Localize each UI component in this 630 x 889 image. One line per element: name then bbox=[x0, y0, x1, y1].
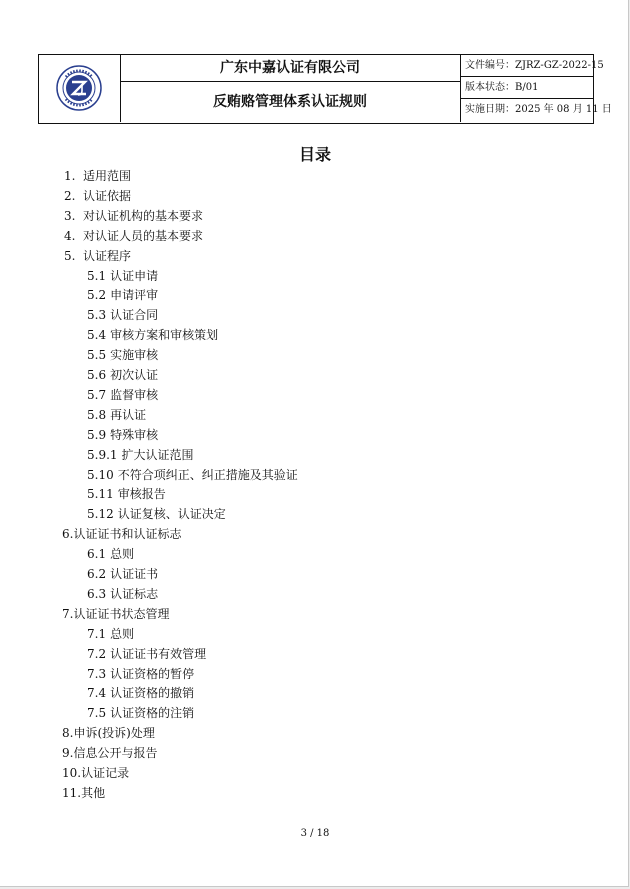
page-number: 3 / 18 bbox=[300, 828, 330, 839]
toc-item[interactable] bbox=[62, 743, 157, 763]
toc-item-label: 认证记录 bbox=[81, 766, 130, 780]
document-title: 反贿赂管理体系认证规则 bbox=[213, 94, 367, 110]
toc-item-label: 认证资格的撤销 bbox=[110, 686, 195, 701]
toc-item-label: 不符合项纠正、纠正措施及其验证 bbox=[117, 467, 298, 482]
toc-item-number: 7. bbox=[62, 606, 74, 621]
toc-item[interactable] bbox=[87, 484, 166, 504]
toc-item[interactable] bbox=[87, 285, 158, 305]
toc-item-label: 信息公开与报告 bbox=[73, 746, 158, 761]
toc-item[interactable] bbox=[87, 305, 158, 325]
toc-item[interactable] bbox=[87, 644, 206, 664]
toc-item[interactable] bbox=[64, 246, 131, 266]
toc-item[interactable] bbox=[64, 166, 131, 186]
toc-item-label: 对认证人员的基本要求 bbox=[83, 228, 204, 243]
toc-item-label: 初次认证 bbox=[110, 368, 159, 382]
toc-item-label: 监督审核 bbox=[110, 387, 159, 402]
toc-item-label: 认证复核、认证决定 bbox=[117, 507, 226, 522]
toc-item-label: 其他 bbox=[81, 785, 106, 800]
toc-item[interactable] bbox=[62, 604, 169, 624]
toc-item[interactable] bbox=[87, 624, 134, 644]
toc-item[interactable] bbox=[87, 365, 158, 385]
toc-item-number: 11. bbox=[62, 785, 82, 800]
toc-item-label: 实施审核 bbox=[110, 348, 159, 363]
toc-item-number: 5.11 bbox=[87, 487, 114, 502]
document-header-table bbox=[38, 54, 612, 124]
toc-item[interactable] bbox=[87, 445, 194, 465]
company-name: 广东中嘉认证有限公司 bbox=[120, 55, 460, 82]
toc-item-number: 6.1 bbox=[87, 547, 107, 562]
toc-item[interactable] bbox=[87, 345, 158, 365]
toc-item-number: 6. bbox=[62, 527, 74, 542]
toc-item-number: 5.2 bbox=[87, 288, 107, 303]
toc-item-number: 3. bbox=[64, 208, 76, 223]
toc-item-label: 认证证书 bbox=[110, 567, 159, 581]
toc-item-label: 申诉(投诉)处理 bbox=[73, 726, 155, 741]
toc-item[interactable] bbox=[87, 325, 218, 345]
toc-item[interactable] bbox=[62, 783, 105, 803]
toc-item[interactable] bbox=[87, 544, 134, 564]
toc-item-number: 5.4 bbox=[87, 328, 107, 343]
toc-item-number: 8. bbox=[62, 726, 74, 741]
toc-item[interactable] bbox=[62, 723, 155, 743]
toc-item-number: 5.3 bbox=[87, 308, 107, 323]
toc-item-label: 认证合同 bbox=[110, 308, 159, 323]
toc-item[interactable] bbox=[87, 564, 158, 584]
toc-item-label: 认证证书状态管理 bbox=[73, 606, 170, 621]
toc-item-number: 5. bbox=[64, 248, 76, 263]
toc-item-label: 扩大认证范围 bbox=[121, 447, 194, 462]
toc-item-label: 认证资格的注销 bbox=[110, 706, 195, 721]
toc-item-label: 认证证书和认证标志 bbox=[73, 527, 182, 542]
toc-item-number: 5.9.1 bbox=[87, 447, 118, 462]
toc-item-label: 申请评审 bbox=[110, 288, 159, 303]
toc-item-label: 适用范围 bbox=[83, 169, 132, 183]
toc-item-number: 7.3 bbox=[87, 666, 107, 681]
toc-item-number: 7.2 bbox=[87, 646, 107, 661]
toc-item-number: 5.5 bbox=[87, 348, 107, 363]
effective-date: 实施日期：2025 年 08 月 11 日 bbox=[465, 104, 612, 115]
toc-item-label: 审核报告 bbox=[117, 487, 166, 502]
toc-item-label: 特殊审核 bbox=[110, 427, 159, 442]
toc-item[interactable] bbox=[87, 703, 194, 723]
toc-item[interactable] bbox=[64, 206, 203, 226]
toc-item-number: 1. bbox=[64, 169, 76, 183]
toc-item-number: 7.1 bbox=[87, 626, 107, 641]
toc-item-number: 5.1 bbox=[87, 268, 107, 283]
toc-item-number: 5.6 bbox=[87, 368, 107, 382]
toc-item[interactable] bbox=[87, 504, 226, 524]
toc-item-label: 认证证书有效管理 bbox=[110, 646, 207, 661]
toc-item-label: 认证申请 bbox=[110, 268, 159, 283]
toc-item[interactable] bbox=[64, 226, 203, 246]
toc-item[interactable] bbox=[87, 385, 158, 405]
toc-item-label: 认证程序 bbox=[83, 248, 132, 263]
document-meta bbox=[461, 55, 612, 122]
toc-item-number: 6.2 bbox=[87, 567, 107, 581]
toc-item-label: 审核方案和审核策划 bbox=[110, 328, 219, 343]
toc-item-number: 6.3 bbox=[87, 586, 107, 601]
toc-item-number: 9. bbox=[62, 746, 74, 761]
toc-item-label: 再认证 bbox=[110, 407, 147, 422]
logo-cell bbox=[39, 55, 121, 122]
toc-item-label: 总则 bbox=[110, 626, 135, 641]
toc-item-number: 7.5 bbox=[87, 706, 107, 721]
toc-item-number: 5.7 bbox=[87, 387, 107, 402]
toc-item[interactable] bbox=[64, 186, 131, 206]
toc-item[interactable] bbox=[62, 763, 129, 783]
company-logo-icon bbox=[56, 65, 102, 111]
toc-item[interactable] bbox=[87, 683, 194, 703]
toc-item-label: 认证依据 bbox=[83, 188, 132, 203]
toc-item-number: 7.4 bbox=[87, 686, 107, 701]
toc-item[interactable] bbox=[87, 425, 158, 445]
toc-item[interactable] bbox=[87, 266, 158, 286]
toc-item-label: 认证标志 bbox=[110, 586, 159, 601]
toc-item[interactable] bbox=[62, 524, 181, 544]
toc-item-number: 5.9 bbox=[87, 427, 107, 442]
toc-item-label: 认证资格的暂停 bbox=[110, 666, 195, 681]
toc-item-number: 5.12 bbox=[87, 507, 114, 522]
toc-item[interactable] bbox=[87, 584, 158, 604]
toc-item[interactable] bbox=[87, 405, 146, 425]
toc-item-label: 总则 bbox=[110, 547, 135, 562]
version-status: 版本状态：B/01 bbox=[461, 77, 593, 99]
toc-item-number: 5.10 bbox=[87, 467, 114, 482]
document-number: 文件编号：ZJRZ-GZ-2022-15 bbox=[461, 55, 593, 77]
toc-item-number: 4. bbox=[64, 228, 76, 243]
toc-item-number: 5.8 bbox=[87, 407, 107, 422]
toc-item[interactable] bbox=[87, 465, 298, 485]
toc-item[interactable] bbox=[87, 664, 194, 684]
toc-title: 目录 bbox=[298, 145, 331, 164]
toc-item-number: 10. bbox=[62, 766, 82, 780]
toc-item-label: 对认证机构的基本要求 bbox=[83, 208, 204, 223]
toc-item-number: 2. bbox=[64, 188, 76, 203]
